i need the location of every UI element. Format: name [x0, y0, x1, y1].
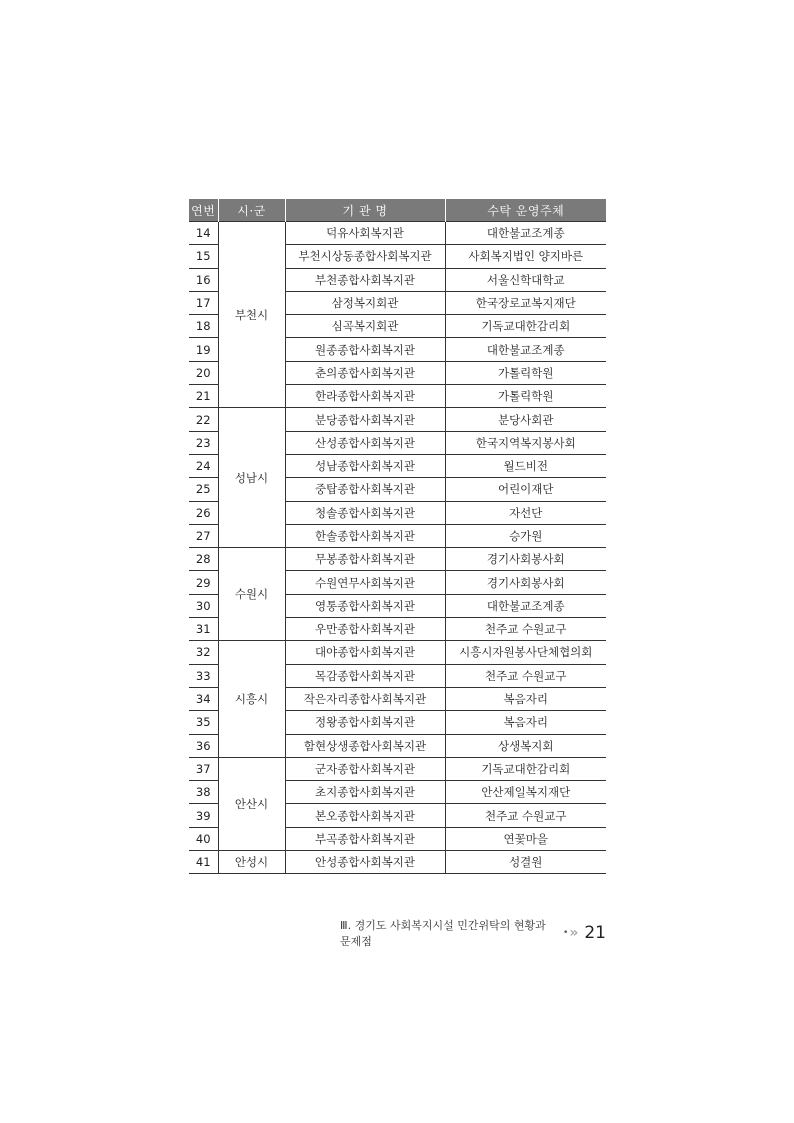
header-institution: 기 관 명	[285, 199, 445, 222]
row-city: 부천시	[218, 222, 285, 408]
row-institution: 초지종합사회복지관	[285, 781, 445, 804]
header-serial: 연번	[189, 199, 218, 222]
row-institution: 덕유사회복지관	[285, 222, 445, 245]
table-header-row	[189, 199, 606, 222]
row-serial: 21	[189, 385, 218, 408]
table-body	[189, 222, 606, 874]
row-institution: 산성종합사회복지관	[285, 431, 445, 454]
row-serial: 38	[189, 781, 218, 804]
row-institution: 분당종합사회복지관	[285, 408, 445, 431]
row-institution: 성남종합사회복지관	[285, 454, 445, 477]
row-operator: 자선단	[445, 501, 606, 524]
table-row	[189, 408, 606, 431]
row-operator: 서울신학대학교	[445, 268, 606, 291]
row-institution: 대야종합사회복지관	[285, 641, 445, 664]
row-serial: 39	[189, 804, 218, 827]
header-city: 시·군	[218, 199, 285, 222]
row-operator: 기독교대한감리회	[445, 757, 606, 780]
row-institution: 본오종합사회복지관	[285, 804, 445, 827]
row-serial: 16	[189, 268, 218, 291]
row-institution: 영통종합사회복지관	[285, 594, 445, 617]
row-serial: 35	[189, 711, 218, 734]
table-row	[189, 222, 606, 245]
row-serial: 18	[189, 315, 218, 338]
table-row	[189, 641, 606, 664]
page-footer	[340, 919, 606, 948]
row-operator: 천주교 수원교구	[445, 804, 606, 827]
chevron-right-icon: »	[569, 925, 575, 941]
row-serial: 22	[189, 408, 218, 431]
row-serial: 41	[189, 851, 218, 874]
facility-table	[189, 199, 606, 874]
row-institution: 군자종합사회복지관	[285, 757, 445, 780]
row-serial: 15	[189, 245, 218, 268]
row-institution: 심곡복지회관	[285, 315, 445, 338]
row-operator: 연꽃마을	[445, 827, 606, 850]
row-institution: 함현상생종합사회복지관	[285, 734, 445, 757]
row-institution: 무봉종합사회복지관	[285, 548, 445, 571]
row-operator: 시흥시자원봉사단체협의회	[445, 641, 606, 664]
row-serial: 28	[189, 548, 218, 571]
row-institution: 부천시상동종합사회복지관	[285, 245, 445, 268]
header-operator: 수탁 운영주체	[445, 199, 606, 222]
row-institution: 수원연무사회복지관	[285, 571, 445, 594]
row-institution: 춘의종합사회복지관	[285, 361, 445, 384]
row-institution: 원종종합사회복지관	[285, 338, 445, 361]
row-operator: 대한불교조계종	[445, 338, 606, 361]
row-operator: 복음자리	[445, 687, 606, 710]
bullet-icon: •	[563, 928, 569, 938]
row-operator: 승가원	[445, 524, 606, 547]
row-serial: 36	[189, 734, 218, 757]
row-institution: 안성종합사회복지관	[285, 851, 445, 874]
row-operator: 기독교대한감리회	[445, 315, 606, 338]
row-city: 성남시	[218, 408, 285, 548]
row-serial: 33	[189, 664, 218, 687]
row-operator: 어린이재단	[445, 478, 606, 501]
row-operator: 복음자리	[445, 711, 606, 734]
row-institution: 부곡종합사회복지관	[285, 827, 445, 850]
row-operator: 대한불교조계종	[445, 594, 606, 617]
row-institution: 작은자리종합사회복지관	[285, 687, 445, 710]
row-institution: 중탑종합사회복지관	[285, 478, 445, 501]
row-serial: 30	[189, 594, 218, 617]
row-serial: 26	[189, 501, 218, 524]
chapter-title: Ⅲ. 경기도 사회복지시설 민간위탁의 현황과 문제점	[340, 919, 546, 948]
row-operator: 가톨릭학원	[445, 361, 606, 384]
row-serial: 32	[189, 641, 218, 664]
row-institution: 한솔종합사회복지관	[285, 524, 445, 547]
row-serial: 29	[189, 571, 218, 594]
row-operator: 천주교 수원교구	[445, 664, 606, 687]
page-number: 21	[584, 923, 606, 943]
row-operator: 한국지역복지봉사회	[445, 431, 606, 454]
row-institution: 청솔종합사회복지관	[285, 501, 445, 524]
table-row	[189, 548, 606, 571]
row-operator: 성결원	[445, 851, 606, 874]
row-city: 시흥시	[218, 641, 285, 757]
table-row	[189, 757, 606, 780]
row-operator: 사회복지법인 양지바른	[445, 245, 606, 268]
row-operator: 한국장로교복지재단	[445, 291, 606, 314]
row-institution: 부천종합사회복지관	[285, 268, 445, 291]
row-institution: 한라종합사회복지관	[285, 385, 445, 408]
row-city: 수원시	[218, 548, 285, 641]
row-operator: 대한불교조계종	[445, 222, 606, 245]
row-serial: 31	[189, 618, 218, 641]
row-serial: 37	[189, 757, 218, 780]
row-operator: 경기사회봉사회	[445, 548, 606, 571]
row-serial: 23	[189, 431, 218, 454]
row-serial: 19	[189, 338, 218, 361]
row-institution: 우만종합사회복지관	[285, 618, 445, 641]
row-city: 안산시	[218, 757, 285, 850]
row-institution: 목감종합사회복지관	[285, 664, 445, 687]
row-institution: 정왕종합사회복지관	[285, 711, 445, 734]
row-serial: 14	[189, 222, 218, 245]
row-serial: 20	[189, 361, 218, 384]
row-operator: 경기사회봉사회	[445, 571, 606, 594]
row-serial: 17	[189, 291, 218, 314]
row-serial: 24	[189, 454, 218, 477]
row-serial: 34	[189, 687, 218, 710]
row-operator: 천주교 수원교구	[445, 618, 606, 641]
row-operator: 월드비전	[445, 454, 606, 477]
row-serial: 40	[189, 827, 218, 850]
row-operator: 분당사회관	[445, 408, 606, 431]
row-serial: 27	[189, 524, 218, 547]
row-operator: 안산제일복지재단	[445, 781, 606, 804]
row-operator: 상생복지회	[445, 734, 606, 757]
row-city: 안성시	[218, 851, 285, 874]
row-institution: 삼정복지회관	[285, 291, 445, 314]
row-serial: 25	[189, 478, 218, 501]
table-row	[189, 851, 606, 874]
row-operator: 가톨릭학원	[445, 385, 606, 408]
